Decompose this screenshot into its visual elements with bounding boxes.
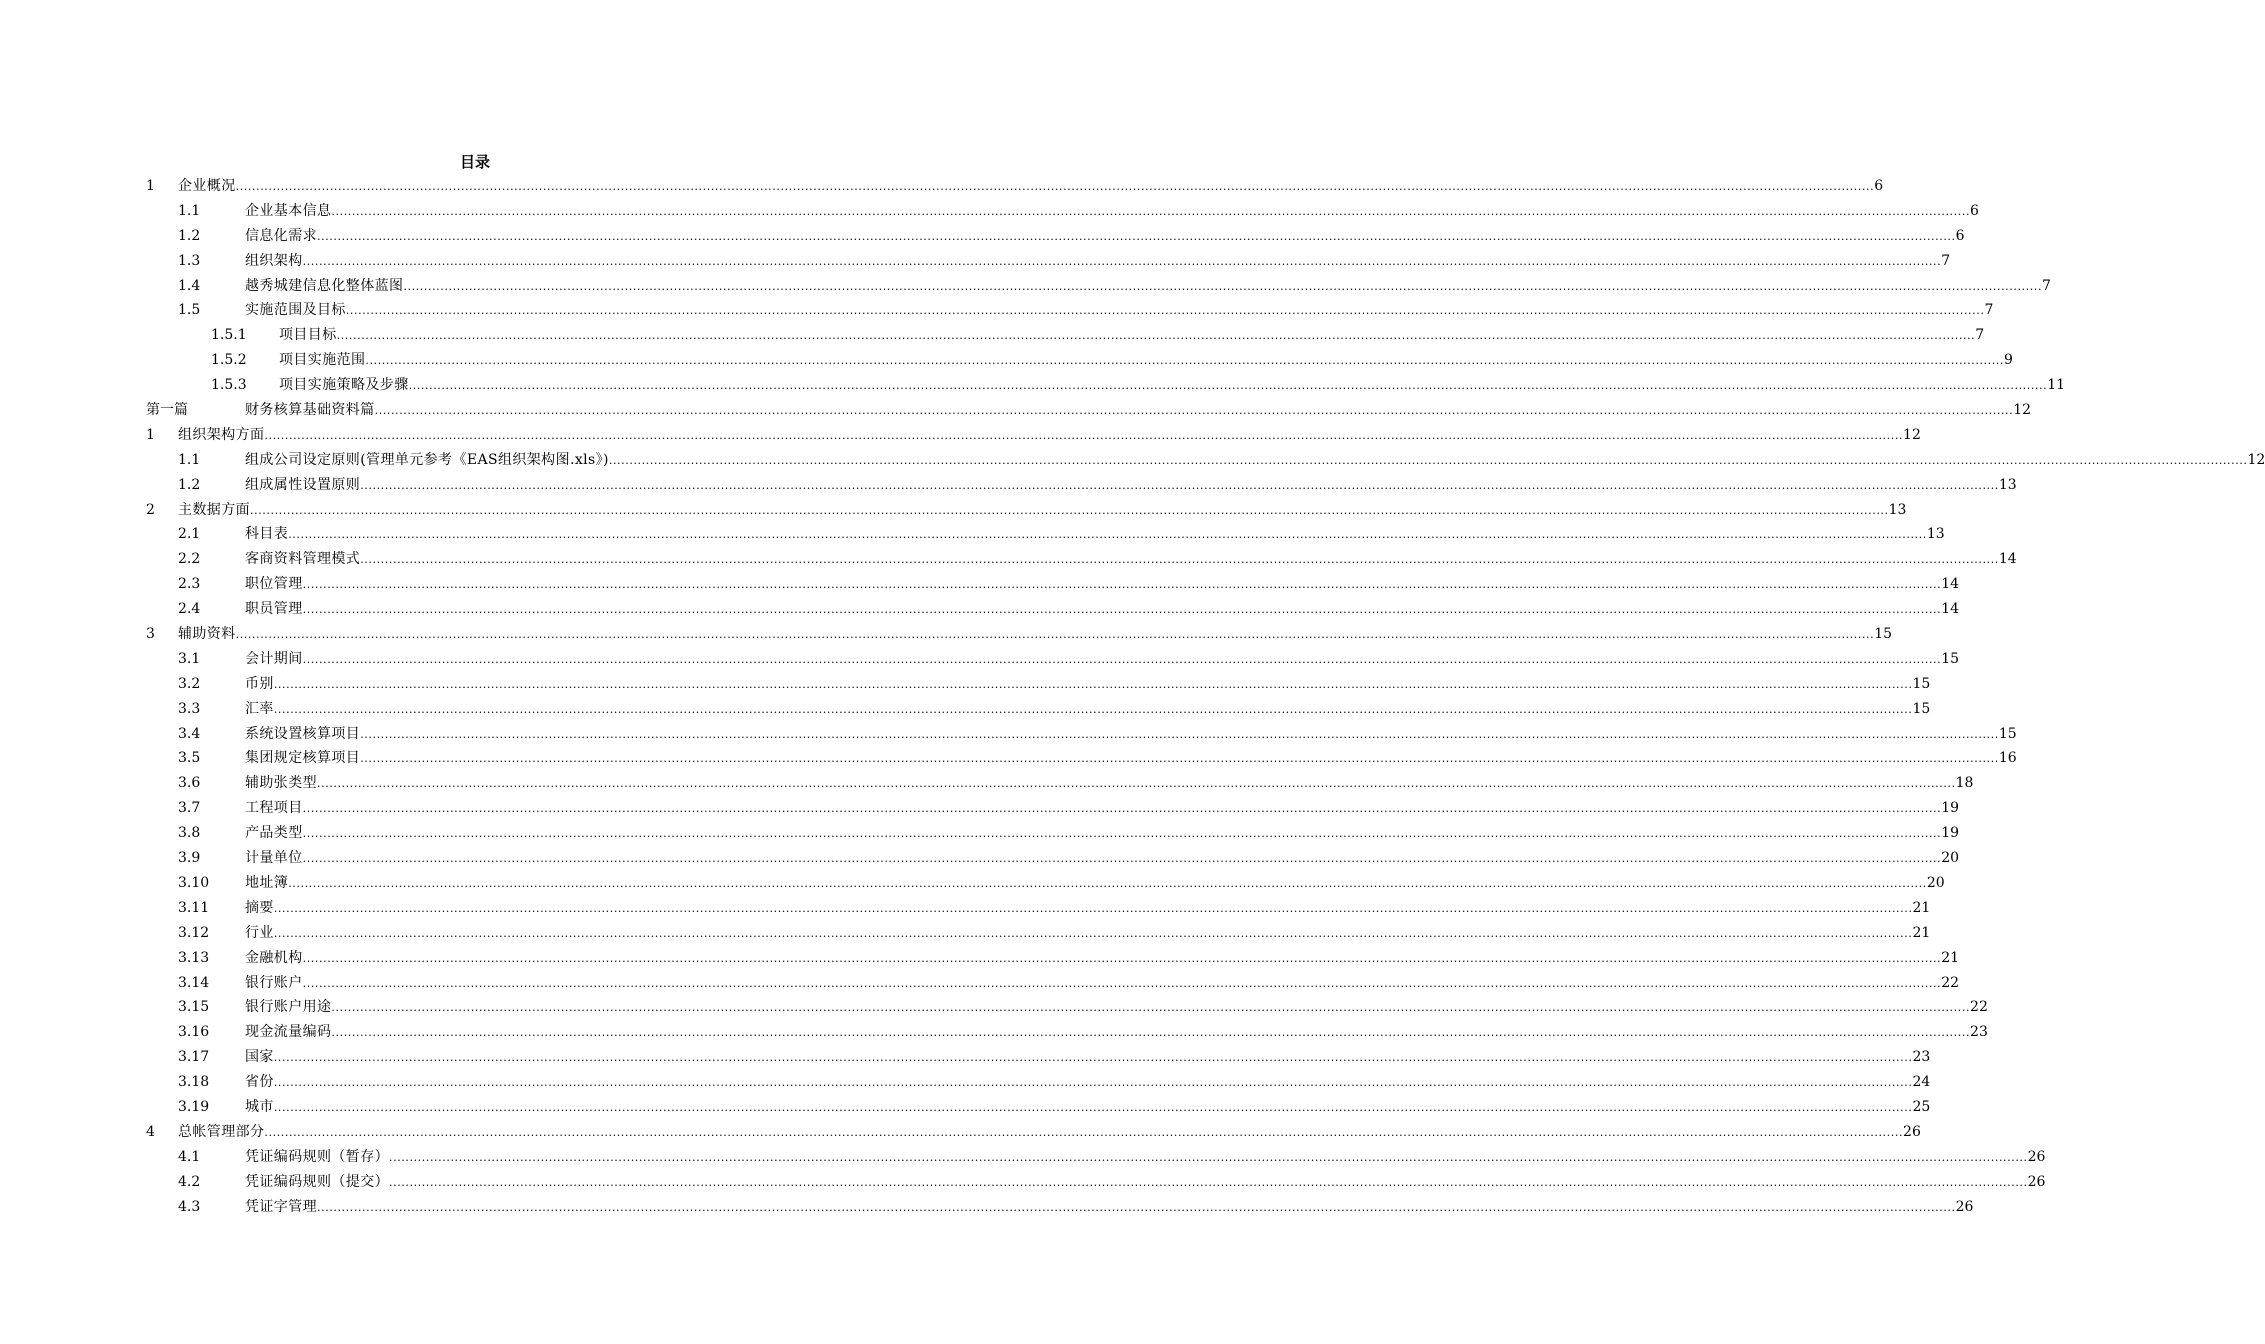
toc-entry-label: 客商资料管理模式 (245, 551, 361, 568)
toc-entry-line (245, 1045, 1931, 1071)
toc-entry-line (178, 498, 1907, 524)
toc-leader-dots: ................................................................................................................................................................................................................................................................................................................................................................................................................ (317, 1200, 1956, 1214)
toc-entry[interactable] (0, 921, 1931, 946)
toc-entry[interactable] (0, 647, 1960, 672)
toc-leader-dots: ................................................................................................................................................................................................................................................................................................................................................................................................................ (302, 603, 1942, 617)
toc-title: 目录 (459, 153, 490, 171)
toc-leader-dots: ................................................................................................................................................................................................................................................................................................................................................................................................................ (403, 279, 2043, 293)
toc-entry[interactable] (0, 796, 1960, 821)
toc-entry-line (245, 697, 1931, 723)
toc-entry-line (245, 921, 1931, 947)
toc-entry[interactable] (0, 597, 1960, 622)
toc-entry-label: 企业概况 (178, 178, 236, 194)
toc-entry-number: 3.17 (178, 1049, 210, 1066)
toc-entry-number: 1.5 (178, 302, 201, 319)
toc-entry-page: 26 (2027, 1148, 2046, 1165)
toc-entry[interactable] (0, 199, 1979, 224)
toc-entry-line (245, 647, 1960, 673)
toc-entry-line (245, 771, 1974, 797)
toc-entry-label: 汇率 (245, 700, 274, 717)
toc-entry-page: 6 (1874, 178, 1884, 194)
toc-entry-label: 地址簿 (245, 874, 289, 891)
toc-entry[interactable] (0, 995, 1988, 1020)
toc-entry-number: 3.9 (178, 850, 201, 867)
toc-entry-number: 2.3 (178, 576, 201, 593)
toc-entry-page: 12 (2247, 451, 2265, 468)
toc-entry-number: 3.7 (178, 800, 201, 817)
toc-entry-number: 3.14 (178, 974, 210, 991)
toc-entry-page: 14 (1998, 551, 2017, 568)
toc-entry-line (245, 1095, 1931, 1121)
toc-entry-number: 3.1 (178, 650, 201, 667)
toc-leader-dots: ................................................................................................................................................................................................................................................................................................................................................................................................................ (273, 677, 1913, 691)
toc-entry-line (245, 199, 1979, 225)
toc-entry-number: 4.1 (178, 1148, 201, 1165)
toc-entry[interactable] (0, 373, 2066, 398)
toc-entry[interactable] (0, 871, 1945, 896)
toc-entry[interactable] (0, 672, 1931, 697)
toc-entry-number: 2.1 (178, 526, 201, 543)
toc-entry[interactable] (0, 971, 1960, 996)
toc-leader-dots: ................................................................................................................................................................................................................................................................................................................................................................................................................ (331, 1001, 1971, 1015)
toc-entry-page: 23 (1912, 1049, 1931, 1066)
toc-leader-dots: ................................................................................................................................................................................................................................................................................................................................................................................................................ (389, 1175, 2028, 1189)
toc-entry-line (245, 746, 2017, 772)
toc-entry[interactable] (0, 896, 1931, 921)
toc-entry-line (245, 1070, 1931, 1096)
toc-entry-number: 3.18 (178, 1074, 210, 1091)
toc-entry-label: 科目表 (245, 526, 289, 543)
toc-leader-dots: ................................................................................................................................................................................................................................................................................................................................................................................................................ (235, 180, 1875, 193)
toc-entry-label: 计量单位 (245, 850, 303, 867)
toc-leader-dots: ................................................................................................................................................................................................................................................................................................................................................................................................................ (235, 628, 1875, 642)
toc-entry-label: 集团规定核算项目 (245, 750, 361, 767)
toc-entry-line (245, 995, 1988, 1021)
toc-entry-label: 系统设置核算项目 (245, 725, 361, 742)
toc-entry-number: 1.3 (178, 252, 201, 269)
toc-entry-label: 项目目标 (279, 327, 337, 344)
toc-entry-label: 工程项目 (245, 800, 303, 817)
toc-entry-number: 3.10 (178, 874, 210, 891)
toc-entry-number: 1.5.3 (211, 377, 247, 394)
toc-entry-page: 21 (1941, 949, 1960, 966)
toc-entry-line (279, 373, 2066, 399)
toc-entry-page: 24 (1912, 1074, 1931, 1091)
toc-entry-label: 组成公司设定原则(管理单元参考《EAS组织架构图.xls》) (245, 451, 609, 468)
toc-entry-line (245, 572, 1960, 598)
toc-entry-page: 22 (1970, 999, 1988, 1016)
toc-entry-number: 4.3 (178, 1198, 201, 1215)
toc-entry-label: 银行账户用途 (245, 999, 332, 1016)
toc-entry-line (245, 672, 1931, 698)
toc-entry-line (245, 871, 1945, 897)
toc-entry[interactable] (0, 398, 2032, 423)
toc-entry-page: 13 (1998, 476, 2017, 493)
toc-entry-label: 凭证字管理 (245, 1198, 317, 1215)
toc-list (0, 174, 2265, 1219)
toc-entry[interactable] (0, 722, 2017, 747)
toc-entry[interactable] (0, 498, 1907, 523)
toc-entry-line (245, 896, 1931, 922)
toc-entry-number: 1.1 (178, 202, 201, 219)
toc-entry-label: 城市 (245, 1098, 274, 1115)
toc-entry-label: 财务核算基础资料篇 (245, 402, 375, 419)
toc-entry[interactable] (0, 622, 1893, 647)
toc-entry-page: 26 (1955, 1198, 1974, 1215)
toc-entry-label: 辅助张类型 (245, 775, 317, 792)
toc-leader-dots: ................................................................................................................................................................................................................................................................................................................................................................................................................ (360, 478, 1999, 492)
toc-leader-dots: ................................................................................................................................................................................................................................................................................................................................................................................................................ (302, 652, 1942, 666)
toc-entry-line (245, 249, 1951, 275)
toc-entry-number: 1.5.1 (211, 327, 247, 344)
toc-entry-page: 9 (2004, 352, 2013, 369)
toc-entry-line (245, 1020, 1988, 1046)
toc-entry-label: 金融机构 (245, 949, 303, 966)
toc-entry-page: 15 (1941, 650, 1960, 667)
toc-entry-label: 总帐管理部分 (178, 1123, 265, 1140)
toc-entry-label: 会计期间 (245, 650, 303, 667)
toc-entry-page: 11 (2047, 377, 2066, 394)
toc-entry[interactable] (0, 846, 1960, 871)
toc-leader-dots: ................................................................................................................................................................................................................................................................................................................................................................................................................ (273, 1076, 1913, 1090)
toc-leader-dots: ................................................................................................................................................................................................................................................................................................................................................................................................................ (273, 926, 1913, 940)
toc-entry[interactable] (0, 821, 1960, 846)
toc-entry-number: 1.1 (178, 451, 201, 468)
toc-entry-number: 3.5 (178, 750, 201, 767)
toc-entry-label: 银行账户 (245, 974, 303, 991)
toc-entry-label: 国家 (245, 1049, 274, 1066)
toc-entry-label: 辅助资料 (178, 626, 236, 643)
toc-leader-dots: ................................................................................................................................................................................................................................................................................................................................................................................................................ (273, 702, 1913, 716)
toc-entry[interactable] (0, 746, 2017, 771)
toc-entry-page: 26 (1903, 1123, 1921, 1140)
toc-leader-dots: ................................................................................................................................................................................................................................................................................................................................................................................................................ (360, 752, 1999, 766)
toc-entry-line (279, 348, 2013, 374)
toc-entry-page: 12 (1903, 426, 1921, 443)
toc-leader-dots: ................................................................................................................................................................................................................................................................................................................................................................................................................ (273, 1100, 1913, 1114)
toc-entry[interactable] (0, 224, 1965, 249)
toc-entry-number: 2 (146, 501, 155, 518)
toc-entry-label: 组织架构 (245, 252, 303, 269)
toc-leader-dots: ................................................................................................................................................................................................................................................................................................................................................................................................................ (360, 727, 1999, 741)
toc-entry-number: 3 (146, 626, 155, 643)
toc-entry-number: 2.4 (178, 601, 201, 618)
toc-entry-page: 14 (1941, 576, 1960, 593)
toc-entry-page: 26 (2027, 1173, 2046, 1190)
toc-entry-number: 3.8 (178, 825, 201, 842)
toc-entry[interactable] (0, 174, 1884, 199)
toc-leader-dots: ................................................................................................................................................................................................................................................................................................................................................................................................................ (302, 802, 1942, 816)
toc-entry-label: 凭证编码规则（提交） (245, 1173, 389, 1190)
toc-entry-page: 20 (1941, 850, 1960, 867)
toc-entry-number: 1.2 (178, 227, 201, 244)
toc-entry-line (245, 398, 2032, 424)
toc-entry-label: 现金流量编码 (245, 1024, 332, 1041)
toc-entry-page: 7 (2042, 277, 2051, 294)
toc-entry-page: 15 (1912, 675, 1931, 692)
toc-leader-dots: ................................................................................................................................................................................................................................................................................................................................................................................................................ (302, 852, 1942, 866)
toc-entry-line (245, 1195, 1974, 1221)
toc-entry-page: 15 (1874, 626, 1893, 643)
toc-entry-line (245, 821, 1960, 847)
toc-leader-dots: ................................................................................................................................................................................................................................................................................................................................................................................................................ (317, 229, 1956, 243)
toc-entry-page: 15 (1998, 725, 2017, 742)
toc-entry-number: 4.2 (178, 1173, 201, 1190)
toc-entry-label: 越秀城建信息化整体蓝图 (245, 277, 404, 294)
toc-entry-page: 13 (1888, 501, 1907, 518)
toc-entry-number: 1 (146, 426, 155, 443)
toc-entry[interactable] (0, 448, 2265, 473)
toc-entry-label: 主数据方面 (178, 501, 250, 518)
toc-entry-page: 7 (1984, 302, 1994, 319)
toc-leader-dots: ................................................................................................................................................................................................................................................................................................................................................................................................................ (264, 1125, 1904, 1139)
toc-entry-page: 21 (1912, 899, 1931, 916)
toc-entry-label: 行业 (245, 924, 274, 941)
toc-leader-dots: ................................................................................................................................................................................................................................................................................................................................................................................................................ (389, 1150, 2028, 1164)
toc-entry-number: 3.13 (178, 949, 210, 966)
toc-entry-number: 4 (146, 1123, 155, 1140)
toc-entry-label: 凭证编码规则（暂存） (245, 1148, 389, 1165)
toc-entry-number: 3.3 (178, 700, 201, 717)
toc-entry-line (245, 473, 2017, 499)
toc-leader-dots: ................................................................................................................................................................................................................................................................................................................................................................................................................ (302, 578, 1942, 592)
toc-entry-line (245, 597, 1960, 623)
toc-entry-line (178, 1120, 1921, 1146)
toc-entry-number: 2.2 (178, 551, 201, 568)
toc-entry-label: 职位管理 (245, 576, 303, 593)
toc-entry-label: 组织架构方面 (178, 426, 265, 443)
toc-leader-dots: ................................................................................................................................................................................................................................................................................................................................................................................................................ (302, 827, 1942, 841)
toc-entry[interactable] (0, 323, 1985, 348)
toc-entry-line (245, 1170, 2046, 1196)
toc-entry-label: 省份 (245, 1074, 274, 1091)
toc-entry-line (245, 298, 1994, 324)
toc-entry-label: 币别 (245, 675, 274, 692)
toc-entry-line (245, 547, 2017, 573)
toc-entry[interactable] (0, 946, 1960, 971)
toc-leader-dots: ................................................................................................................................................................................................................................................................................................................................................................................................................ (331, 204, 1971, 218)
toc-entry[interactable] (0, 473, 2017, 498)
toc-entry-line (245, 722, 2017, 748)
toc-entry[interactable] (0, 697, 1931, 722)
toc-entry-page: 12 (2013, 402, 2032, 419)
toc-leader-dots: ................................................................................................................................................................................................................................................................................................................................................................................................................ (336, 329, 1976, 343)
toc-entry[interactable] (0, 348, 2013, 373)
toc-entry-page: 6 (1955, 227, 1965, 244)
toc-entry-label: 产品类型 (245, 825, 303, 842)
toc-entry[interactable] (0, 298, 1994, 323)
toc-entry-page: 13 (1926, 526, 1945, 543)
toc-entry-page: 16 (1998, 750, 2017, 767)
toc-entry-page: 18 (1955, 775, 1974, 792)
toc-entry[interactable] (0, 522, 1945, 547)
toc-leader-dots: ................................................................................................................................................................................................................................................................................................................................................................................................................ (331, 1026, 1971, 1040)
toc-leader-dots: ................................................................................................................................................................................................................................................................................................................................................................................................................ (288, 876, 1927, 890)
toc-entry-line (245, 448, 2265, 474)
toc-entry-page: 6 (1970, 202, 1979, 219)
toc-entry[interactable] (0, 1070, 1931, 1095)
toc-entry-page: 23 (1970, 1024, 1988, 1041)
toc-entry[interactable] (0, 1020, 1988, 1045)
toc-leader-dots: ................................................................................................................................................................................................................................................................................................................................................................................................................ (288, 528, 1927, 542)
toc-entry-number: 3.4 (178, 725, 201, 742)
toc-leader-dots: ................................................................................................................................................................................................................................................................................................................................................................................................................ (374, 404, 2014, 418)
toc-entry[interactable] (0, 771, 1974, 796)
toc-entry[interactable] (0, 572, 1960, 597)
toc-leader-dots: ................................................................................................................................................................................................................................................................................................................................................................................................................ (264, 428, 1904, 442)
toc-entry-page: 25 (1912, 1098, 1931, 1115)
toc-entry-number: 3.2 (178, 675, 201, 692)
toc-entry-label: 信息化需求 (245, 227, 317, 244)
toc-entry-line (245, 971, 1960, 997)
toc-entry-number: 3.11 (178, 899, 210, 916)
toc-entry[interactable] (0, 249, 1951, 274)
toc-entry-line (245, 796, 1960, 822)
toc-leader-dots: ................................................................................................................................................................................................................................................................................................................................................................................................................ (408, 379, 2048, 393)
toc-leader-dots: ................................................................................................................................................................................................................................................................................................................................................................................................................ (317, 777, 1956, 791)
toc-entry-label: 职员管理 (245, 601, 303, 618)
toc-entry-line (245, 522, 1945, 548)
toc-entry-number: 3.6 (178, 775, 201, 792)
toc-entry-label: 企业基本信息 (245, 202, 332, 219)
toc-entry-number: 3.16 (178, 1024, 210, 1041)
toc-entry-number: 3.12 (178, 924, 210, 941)
toc-entry[interactable] (0, 547, 2017, 572)
toc-entry[interactable] (0, 423, 1921, 448)
toc-entry-line (178, 622, 1893, 648)
toc-entry-line (178, 174, 1884, 200)
toc-entry-number: 第一篇 (146, 402, 188, 419)
toc-entry-number: 1.5.2 (211, 352, 247, 369)
toc-entry-line (178, 423, 1921, 449)
toc-leader-dots: ................................................................................................................................................................................................................................................................................................................................................................................................................ (365, 354, 2005, 368)
toc-entry-label: 实施范围及目标 (245, 302, 346, 319)
toc-entry-page: 22 (1941, 974, 1960, 991)
toc-entry-line (245, 846, 1960, 872)
toc-leader-dots: ................................................................................................................................................................................................................................................................................................................................................................................................................ (360, 553, 1999, 567)
toc-entry-number: 3.19 (178, 1098, 210, 1115)
toc-entry[interactable] (0, 1095, 1931, 1120)
toc-entry-page: 14 (1941, 601, 1960, 618)
toc-leader-dots: ................................................................................................................................................................................................................................................................................................................................................................................................................ (250, 503, 1889, 517)
toc-entry-label: 组成属性设置原则 (245, 476, 361, 493)
toc-leader-dots: ................................................................................................................................................................................................................................................................................................................................................................................................................ (302, 254, 1942, 268)
toc-entry-page: 19 (1941, 825, 1960, 842)
toc-entry-number: 1.2 (178, 476, 201, 493)
toc-entry[interactable] (0, 1120, 1921, 1145)
toc-entry-label: 摘要 (245, 899, 274, 916)
toc-entry[interactable] (0, 274, 2051, 299)
toc-entry-line (245, 946, 1960, 972)
toc-leader-dots: ................................................................................................................................................................................................................................................................................................................................................................................................................ (608, 453, 2248, 467)
toc-entry-line (245, 1145, 2046, 1171)
toc-leader-dots: ................................................................................................................................................................................................................................................................................................................................................................................................................ (345, 304, 1985, 318)
toc-entry-page: 7 (1941, 252, 1951, 269)
toc-entry-line (245, 224, 1965, 250)
toc-entry-line (245, 274, 2051, 300)
toc-entry[interactable] (0, 1170, 2046, 1195)
toc-entry-number: 1 (146, 178, 155, 194)
toc-leader-dots: ................................................................................................................................................................................................................................................................................................................................................................................................................ (273, 1051, 1913, 1065)
toc-entry-label: 项目实施策略及步骤 (279, 377, 409, 394)
toc-entry-label: 项目实施范围 (279, 352, 366, 369)
toc-entry[interactable] (0, 1145, 2046, 1170)
toc-leader-dots: ................................................................................................................................................................................................................................................................................................................................................................................................................ (302, 951, 1942, 965)
toc-leader-dots: ................................................................................................................................................................................................................................................................................................................................................................................................................ (273, 901, 1913, 915)
toc-entry[interactable] (0, 1045, 1931, 1070)
toc-entry-page: 7 (1975, 327, 1985, 344)
toc-entry-page: 15 (1912, 700, 1931, 717)
toc-entry-page: 20 (1926, 874, 1945, 891)
toc-entry-line (279, 323, 1985, 349)
toc-entry-number: 1.4 (178, 277, 201, 294)
toc-entry[interactable] (0, 1195, 1974, 1220)
toc-entry-page: 19 (1941, 800, 1960, 817)
toc-leader-dots: ................................................................................................................................................................................................................................................................................................................................................................................................................ (302, 976, 1942, 990)
toc-entry-page: 21 (1912, 924, 1931, 941)
toc-entry-number: 3.15 (178, 999, 210, 1016)
